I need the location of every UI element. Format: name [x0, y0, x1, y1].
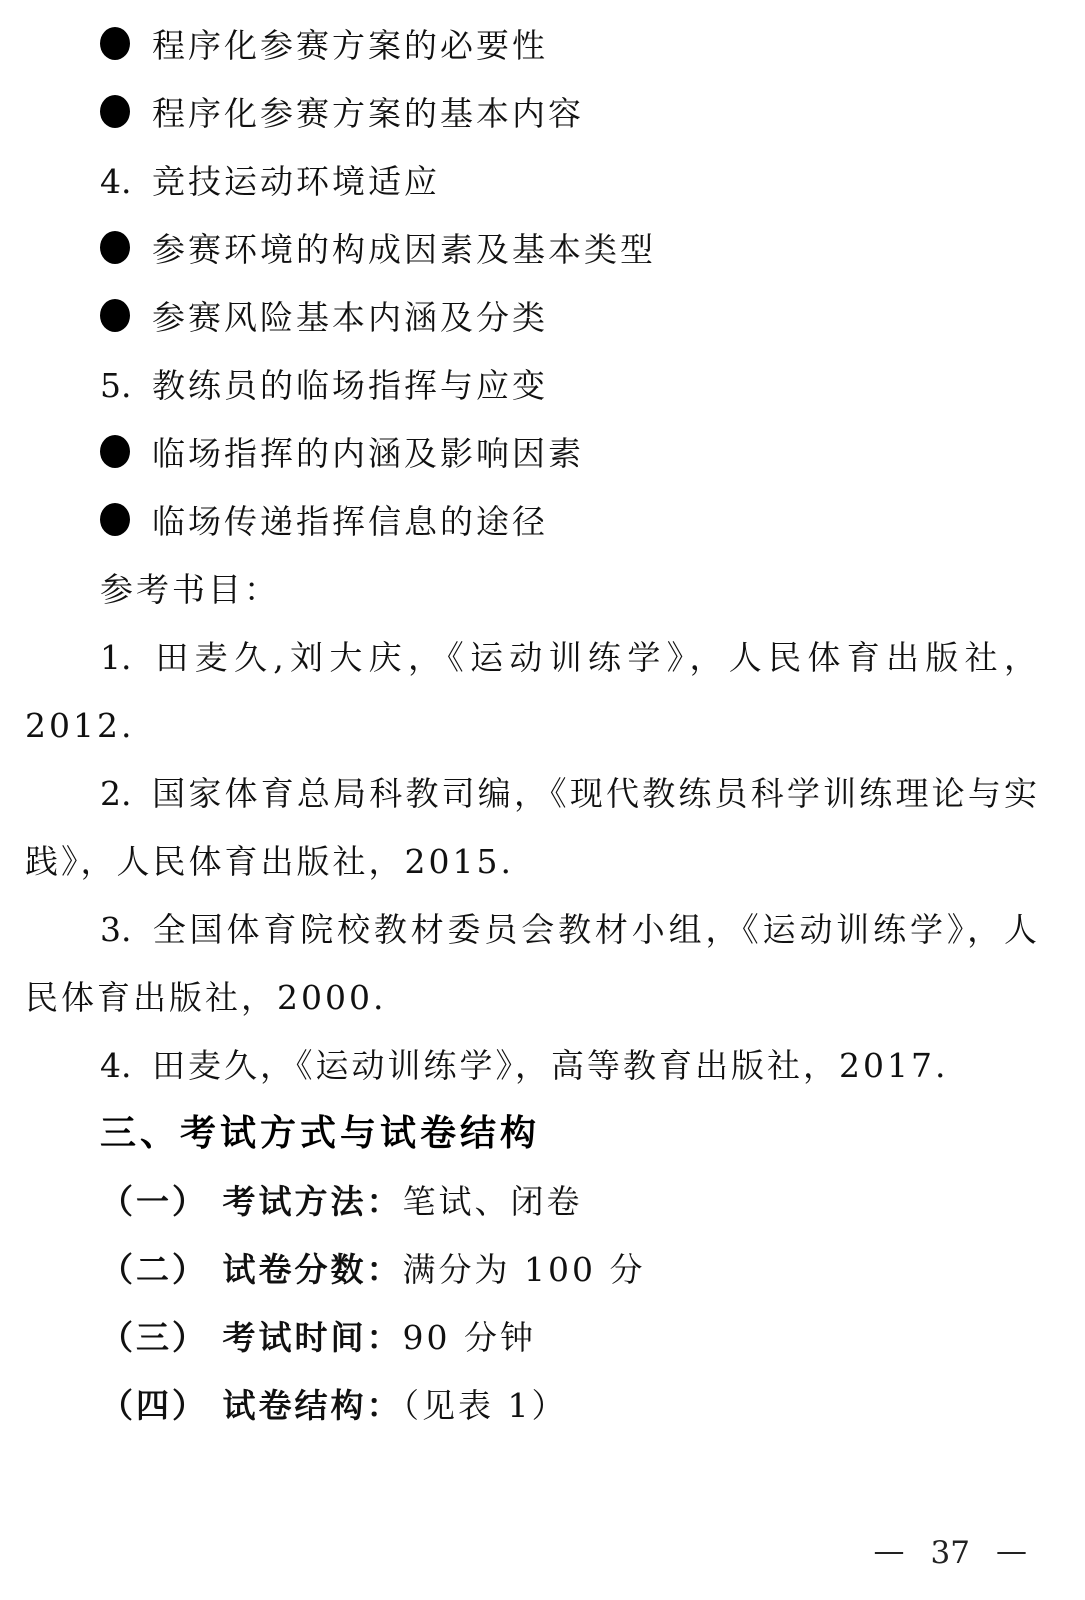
exam-item-value: 满分为 100 分 [402, 1250, 646, 1289]
footer-left-dash: — [873, 1533, 905, 1569]
exam-item [25, 1304, 1040, 1372]
exam-item-label: （四） 试卷结构： [100, 1386, 403, 1425]
exam-item-label: （二） 试卷分数： [100, 1250, 403, 1289]
outline-item [25, 284, 1040, 352]
outline-item [25, 12, 1040, 80]
outline-item-text: 竞技运动环境适应 [152, 162, 440, 201]
outline-item [25, 80, 1040, 148]
reference-number: 1. [100, 638, 132, 677]
reference-text: 田麦久,刘大庆，《运动训练学》，人民体育出版社，2012. [25, 638, 1040, 745]
bullet-icon [100, 435, 130, 468]
footer-right-dash: — [996, 1533, 1027, 1569]
reference-text: 全国体育院校教材委员会教材小组，《运动训练学》，人民体育出版社，2000. [25, 910, 1040, 1017]
outline-item-text: 参赛风险基本内涵及分类 [152, 298, 548, 337]
reference-text: 国家体育总局科教司编，《现代教练员科学训练理论与实践》，人民体育出版社，2015. [25, 774, 1040, 881]
exam-item-value: 90 分钟 [402, 1318, 536, 1357]
section-heading: 三、考试方式与试卷结构 [100, 1113, 541, 1154]
bullet-icon [100, 231, 130, 264]
outline-item [25, 216, 1040, 284]
outline-item [25, 352, 1040, 420]
outline-item-text: 临场指挥的内涵及影响因素 [152, 434, 584, 473]
exam-item [25, 1236, 1040, 1304]
exam-item-label: （一） 考试方法： [100, 1182, 403, 1221]
bullet-icon [100, 95, 130, 128]
exam-item-value: 笔试、闭卷 [402, 1182, 583, 1221]
references-label: 参考书目： [100, 570, 280, 609]
exam-item [25, 1168, 1040, 1236]
exam-item-value: （见表 1） [402, 1386, 568, 1425]
outline-item-text: 程序化参赛方案的基本内容 [152, 94, 584, 133]
outline-item-text: 程序化参赛方案的必要性 [152, 26, 548, 65]
reference-item [25, 760, 1040, 896]
bullet-icon [100, 299, 130, 332]
reference-item [25, 624, 1040, 760]
item-number: 5. [100, 366, 132, 405]
outline-item [25, 148, 1040, 216]
page-number: 37 [930, 1535, 970, 1571]
item-number: 4. [100, 162, 132, 201]
outline-item [25, 420, 1040, 488]
exam-item-label: （三） 考试时间： [100, 1318, 403, 1357]
outline-item [25, 488, 1040, 556]
outline-item-text: 临场传递指挥信息的途径 [152, 502, 548, 541]
reference-number: 4. [100, 1046, 132, 1085]
page-footer [874, 1535, 1027, 1571]
reference-number: 2. [100, 774, 132, 813]
outline-item-text: 参赛环境的构成因素及基本类型 [152, 230, 656, 269]
reference-item [25, 896, 1040, 1032]
reference-number: 3. [100, 910, 132, 949]
bullet-icon [100, 503, 130, 536]
exam-item [25, 1372, 1040, 1440]
outline-item-text: 教练员的临场指挥与应变 [152, 366, 548, 405]
reference-item [25, 1032, 1040, 1100]
reference-text: 田麦久，《运动训练学》，高等教育出版社，2017. [152, 1046, 949, 1085]
bullet-icon [100, 27, 130, 60]
